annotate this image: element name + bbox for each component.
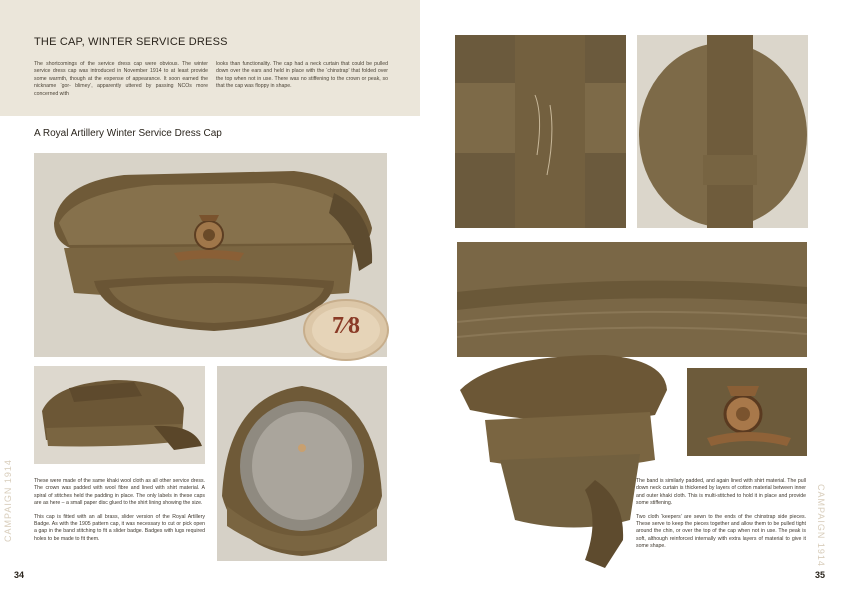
right-paragraph-2: Two cloth ‘keepers’ are sewn to the ends of the chinstrap side pieces. These serve to keep the pieces together and allow them to be pulled tight around the chin, or over the top of the cap when not in use. The peak is soft, although reinforced internally with extra layers of material to give it some shape. xyxy=(636,513,806,550)
cap-interior-photo xyxy=(217,366,387,561)
intro-column-1: The shortcomings of the service dress cap were obvious. The winter service dress cap was introduced in November 1914 to at least provide some warmth, though at the expense of appearance. It soon earned the nickname ‘gor- blimey’, apparently uttered by passing NCOs more concerned with xyxy=(34,61,208,97)
page-number-left: 34 xyxy=(14,570,25,580)
chinstrap-closeup-photo xyxy=(455,35,626,228)
right-body-text xyxy=(636,478,806,557)
right-paragraph-1: The band is similarly padded, and again lined with shirt material. The pull down neck curtain is thickened by layers of cotton material between inner and outer khaki cloth. This is multi-stitched to hold it in place and provide some stiffening. xyxy=(636,478,806,507)
cap-side-photo xyxy=(34,366,205,464)
size-label-photo xyxy=(302,298,390,362)
left-body-text xyxy=(34,478,205,549)
intro-panel xyxy=(0,0,420,116)
artillery-badge-photo xyxy=(687,368,807,456)
page-number-right: 35 xyxy=(815,570,826,580)
cap-crown-photo xyxy=(637,35,808,228)
intro-column-2: looks than functionality. The cap had a neck curtain that could be pulled down over the ears and held in place with the ‘chinstrap’ that folded over the top when not in use. There was no stiffening to the crown or peak, so that the cap was floppy in shape. xyxy=(216,61,388,90)
right-side-label: CAMPAIGN 1914 xyxy=(816,484,826,567)
left-side-label: CAMPAIGN 1914 xyxy=(3,459,13,542)
left-paragraph-2: This cap is fitted with an all brass, slider version of the Royal Artillery Badge. As with the 1905 pattern cap, it was necessary to cut or pick open a gap in the band stitching to fit a slider badge. Badges with lugs required holes to be made to fit them. xyxy=(34,513,205,542)
left-paragraph-1: These were made of the same khaki wool cloth as all other service dress. The crown was padded with wool fibre and lined with shirt material. A spiral of stitches held the padding in place. The only labels in these caps are as here – a small paper disc glued to the shirt lining showing the size. xyxy=(34,478,205,507)
stitching-closeup-photo xyxy=(457,242,807,357)
paper-size-label: 7⁄8 xyxy=(331,313,360,339)
section-subtitle: A Royal Artillery Winter Service Dress Cap xyxy=(34,128,222,139)
page-title: THE CAP, WINTER SERVICE DRESS xyxy=(34,36,228,48)
